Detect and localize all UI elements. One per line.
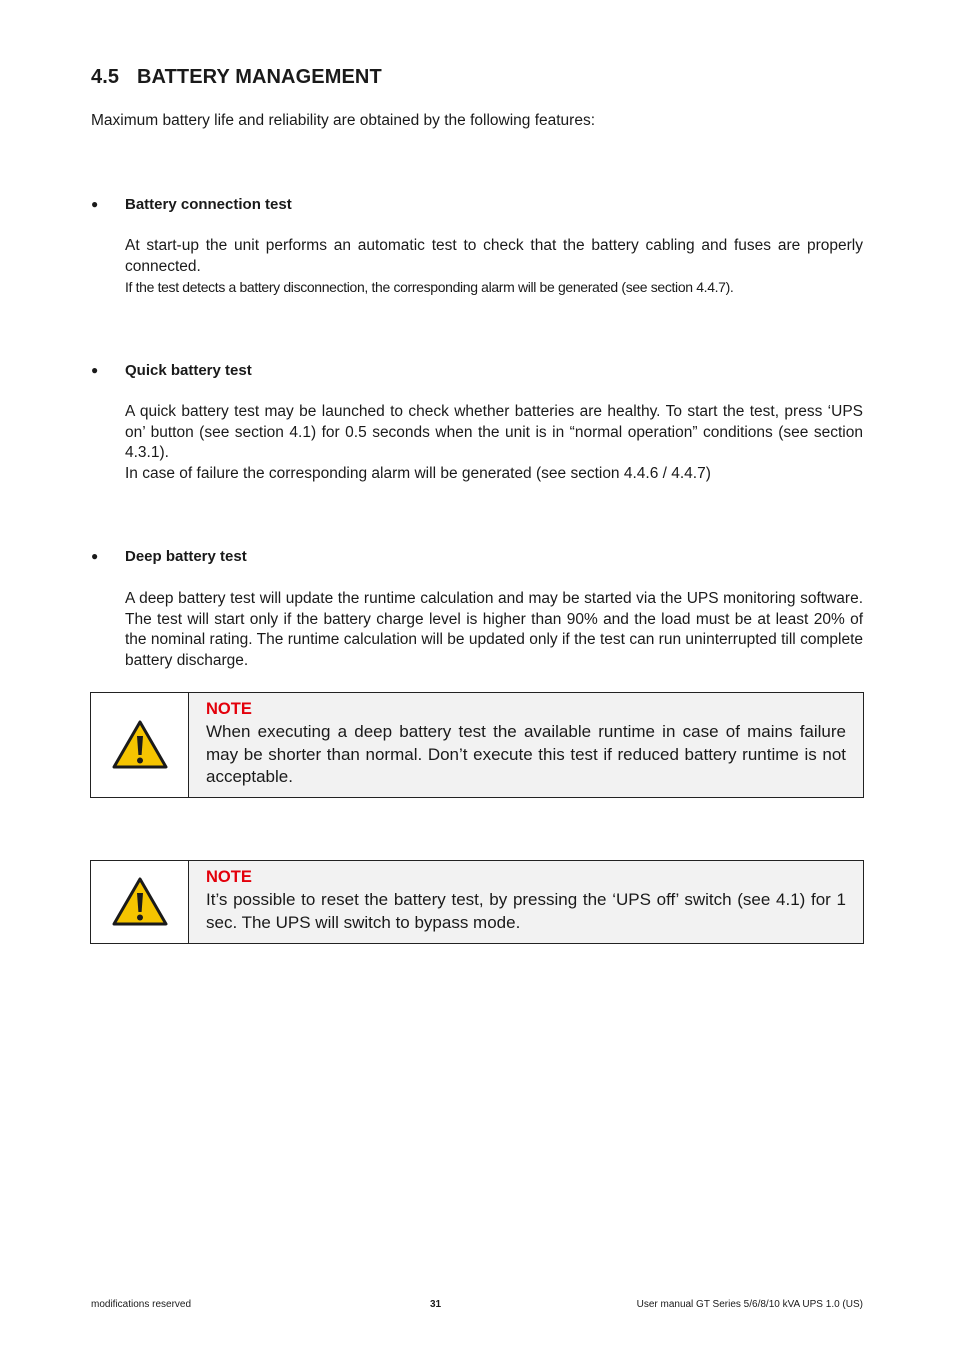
feature-paragraph: At start-up the unit performs an automatic test to check that the battery cabling and fuses are properly connected.	[125, 237, 863, 275]
note-title: NOTE	[206, 868, 252, 886]
note-text: It’s possible to reset the battery test, by pressing the ‘UPS off’ switch (see 4.1) for 1 sec. The UPS will switch to bypass mode.	[206, 890, 846, 932]
warning-triangle-icon	[111, 876, 169, 928]
feature-heading-connection-test	[91, 196, 292, 213]
page-number: 31	[430, 1299, 442, 1310]
feature-title: Quick battery test	[125, 362, 252, 379]
bullet-icon: ●	[91, 197, 99, 211]
note-content	[189, 861, 863, 943]
feature-heading-quick-test	[91, 362, 252, 379]
section-title: BATTERY MANAGEMENT	[137, 66, 382, 88]
feature-body-connection-test	[125, 236, 863, 298]
feature-body-quick-test	[125, 402, 863, 485]
warning-cell	[91, 861, 189, 943]
feature-paragraph: A deep battery test will update the runtime calculation and may be started via the UPS monitoring software. The test will start only if the battery charge level is higher than 90% and the load must be at least 20% of the nominal rating. The runtime calculation will be updated only if the test can run uninterrupted till complete battery discharge.	[125, 590, 863, 670]
intro-text: Maximum battery life and reliability are obtained by the following features:	[91, 112, 596, 129]
warning-cell	[91, 693, 189, 797]
feature-body-deep-test	[125, 589, 863, 672]
feature-title: Deep battery test	[125, 548, 247, 565]
note-title: NOTE	[206, 700, 252, 718]
note-content	[189, 693, 863, 797]
section-heading	[91, 66, 382, 89]
bullet-icon: ●	[91, 549, 99, 563]
feature-paragraph: In case of failure the corresponding alarm will be generated (see section 4.4.6 / 4.4.7)	[125, 465, 711, 483]
feature-title: Battery connection test	[125, 196, 292, 213]
feature-paragraph: A quick battery test may be launched to check whether batteries are healthy. To start the test, press ‘UPS on’ button (see section 4.1) for 0.5 seconds when the unit is in “normal operation” conditions (see section 4.3.1).	[125, 403, 863, 462]
footer-right: User manual GT Series 5/6/8/10 kVA UPS 1.0 (US)	[636, 1299, 863, 1310]
footer-left: modifications reserved	[91, 1299, 192, 1310]
note-box-runtime	[90, 692, 864, 798]
section-number: 4.5	[91, 66, 120, 88]
feature-paragraph: If the test detects a battery disconnection, the corresponding alarm will be generated (see section 4.4.7).	[125, 279, 734, 296]
note-box-reset	[90, 860, 864, 944]
feature-heading-deep-test	[91, 548, 247, 565]
bullet-icon: ●	[91, 363, 99, 377]
note-text: When executing a deep battery test the available runtime in case of mains failure may be shorter than normal. Don’t execute this test if reduced battery runtime is not acceptable.	[206, 722, 846, 787]
warning-triangle-icon	[111, 719, 169, 771]
